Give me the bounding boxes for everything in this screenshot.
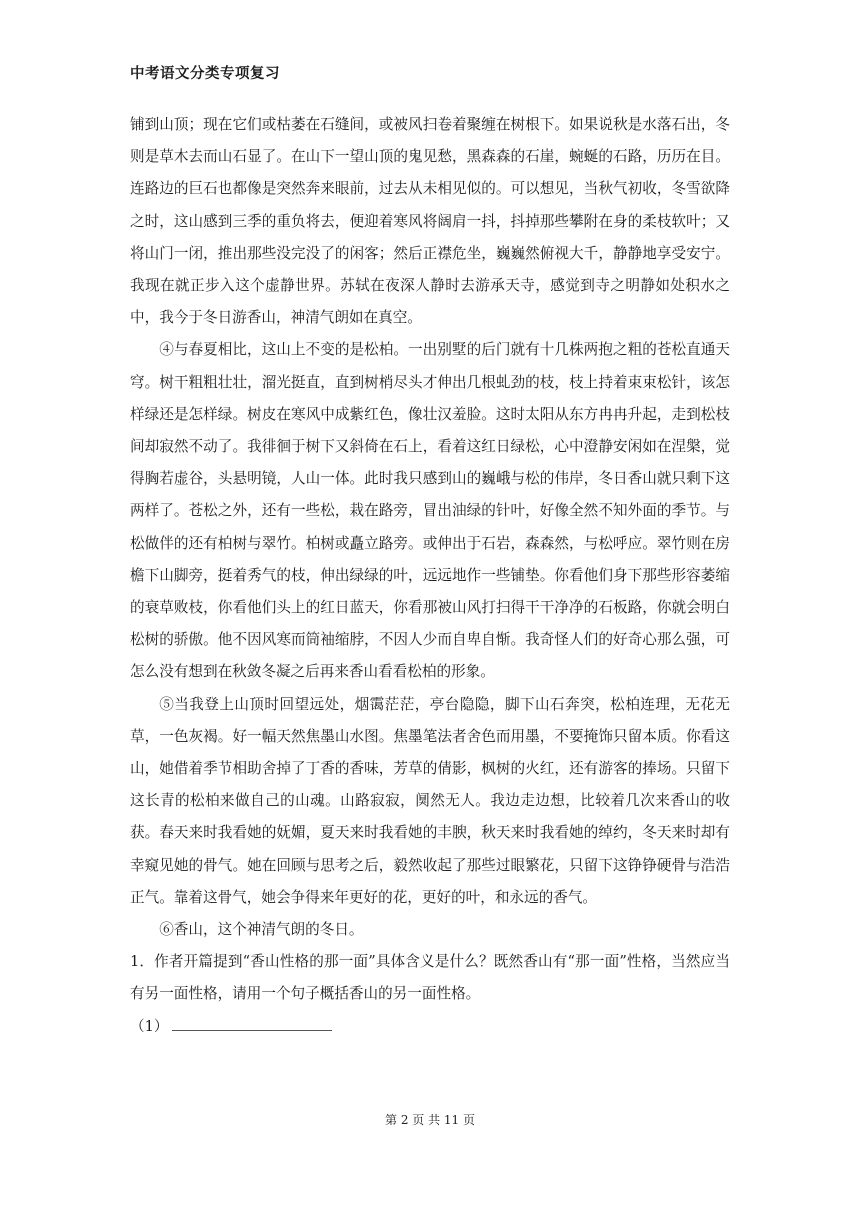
document-body [130,109,730,1043]
paragraph-4: ④与春夏相比，这山上不变的是松柏。一出别墅的后门就有十几株两抱之粗的苍松直通天穹。树干粗粗壮壮，溜光挺直，直到树梢尽头才伸出几根虬劲的枝，枝上持着束束松针，该怎样绿还是怎样绿。树皮在寒风中成紫红色，像壮汉羞脸。这时太阳从东方冉冉升起，走到松枝间却寂然不动了。我徘徊于树下又斜倚在石上，看着这红日绿松，心中澄静安闲如在涅槃，觉得胸若虚谷，头悬明镜，人山一体。此时我只感到山的巍峨与松的伟岸，冬日香山就只剩下这两样了。苍松之外，还有一些松，栽在路旁，冒出油绿的针叶，好像全然不知外面的季节。与松做伴的还有柏树与翠竹。柏树或矗立路旁。或伸出于石岩，森森然，与松呼应。翠竹则在房檐下山脚旁，挺着秀气的枝，伸出绿绿的叶，远远地作一些铺垫。你看他们身下那些形容萎缩的衰草败枝，你看他们头上的红日蓝天，你看那被山风打扫得干干净净的石板路，你就会明白松树的骄傲。他不因风寒而筒袖缩脖，不因人少而自卑自惭。我奇怪人们的好奇心那么强，可怎么没有想到在秋敛冬凝之后再来香山看看松柏的形象。 [130,341,730,681]
document-header: 中考语文分类专项复习 [130,66,280,82]
answer-label: （1） [130,1017,169,1035]
paragraph-6: ⑥香山，这个神清气朗的冬日。 [159,921,364,939]
question-1: 1．作者开篇提到“香山性格的那一面”具体含义是什么？既然香山有“那一面”性格，当然应当有另一面性格，请用一个句子概括香山的另一面性格。 [130,953,730,1003]
paragraph-5: ⑤当我登上山顶时回望远处，烟霭茫茫，亭台隐隐，脚下山石奔突，松柏连理，无花无草，一色灰褐。好一幅天然焦墨山水图。焦墨笔法者舍色而用墨，不要掩饰只留本质。你看这山，她借着季节相助舍掉了丁香的香味，芳草的倩影，枫树的火红，还有游客的捧场。只留下这长青的松柏来做自己的山魂。山路寂寂，阒然无人。我边走边想，比较着几次来香山的收获。春天来时我看她的妩媚，夏天来时我看她的丰腴，秋天来时我看她的绰约，冬天来时却有幸窥见她的骨气。她在回顾与思考之后，毅然收起了那些过眼繁花，只留下这铮铮硬骨与浩浩正气。靠着这骨气，她会争得来年更好的花，更好的叶，和永远的香气。 [130,695,730,906]
answer-line-1 [130,1011,730,1043]
page-footer: 第 2 页 共 11 页 [385,1113,475,1127]
paragraph-continued: 铺到山顶；现在它们或枯萎在石缝间，或被风扫卷着聚缠在树根下。如果说秋是水落石出，冬则是草木去而山石显了。在山下一望山顶的鬼见愁，黑森森的石崖，蜿蜒的石路，历历在目。连路边的巨石也都像是突然奔来眼前，过去从未相见似的。可以想见，当秋气初收，冬雪欲降之时，这山感到三季的重负将去，便迎着寒风将阔肩一抖，抖掉那些攀附在身的柔枝软叶；又将山门一闭，推出那些没完没了的闲客；然后正襟危坐，巍巍然俯视大千，静静地享受安宁。我现在就正步入这个虚静世界。苏轼在夜深人静时去游承天寺，感觉到寺之明静如处积水之中，我今于冬日游香山，神清气朗如在真空。 [130,116,730,327]
answer-blank[interactable] [172,1012,332,1031]
